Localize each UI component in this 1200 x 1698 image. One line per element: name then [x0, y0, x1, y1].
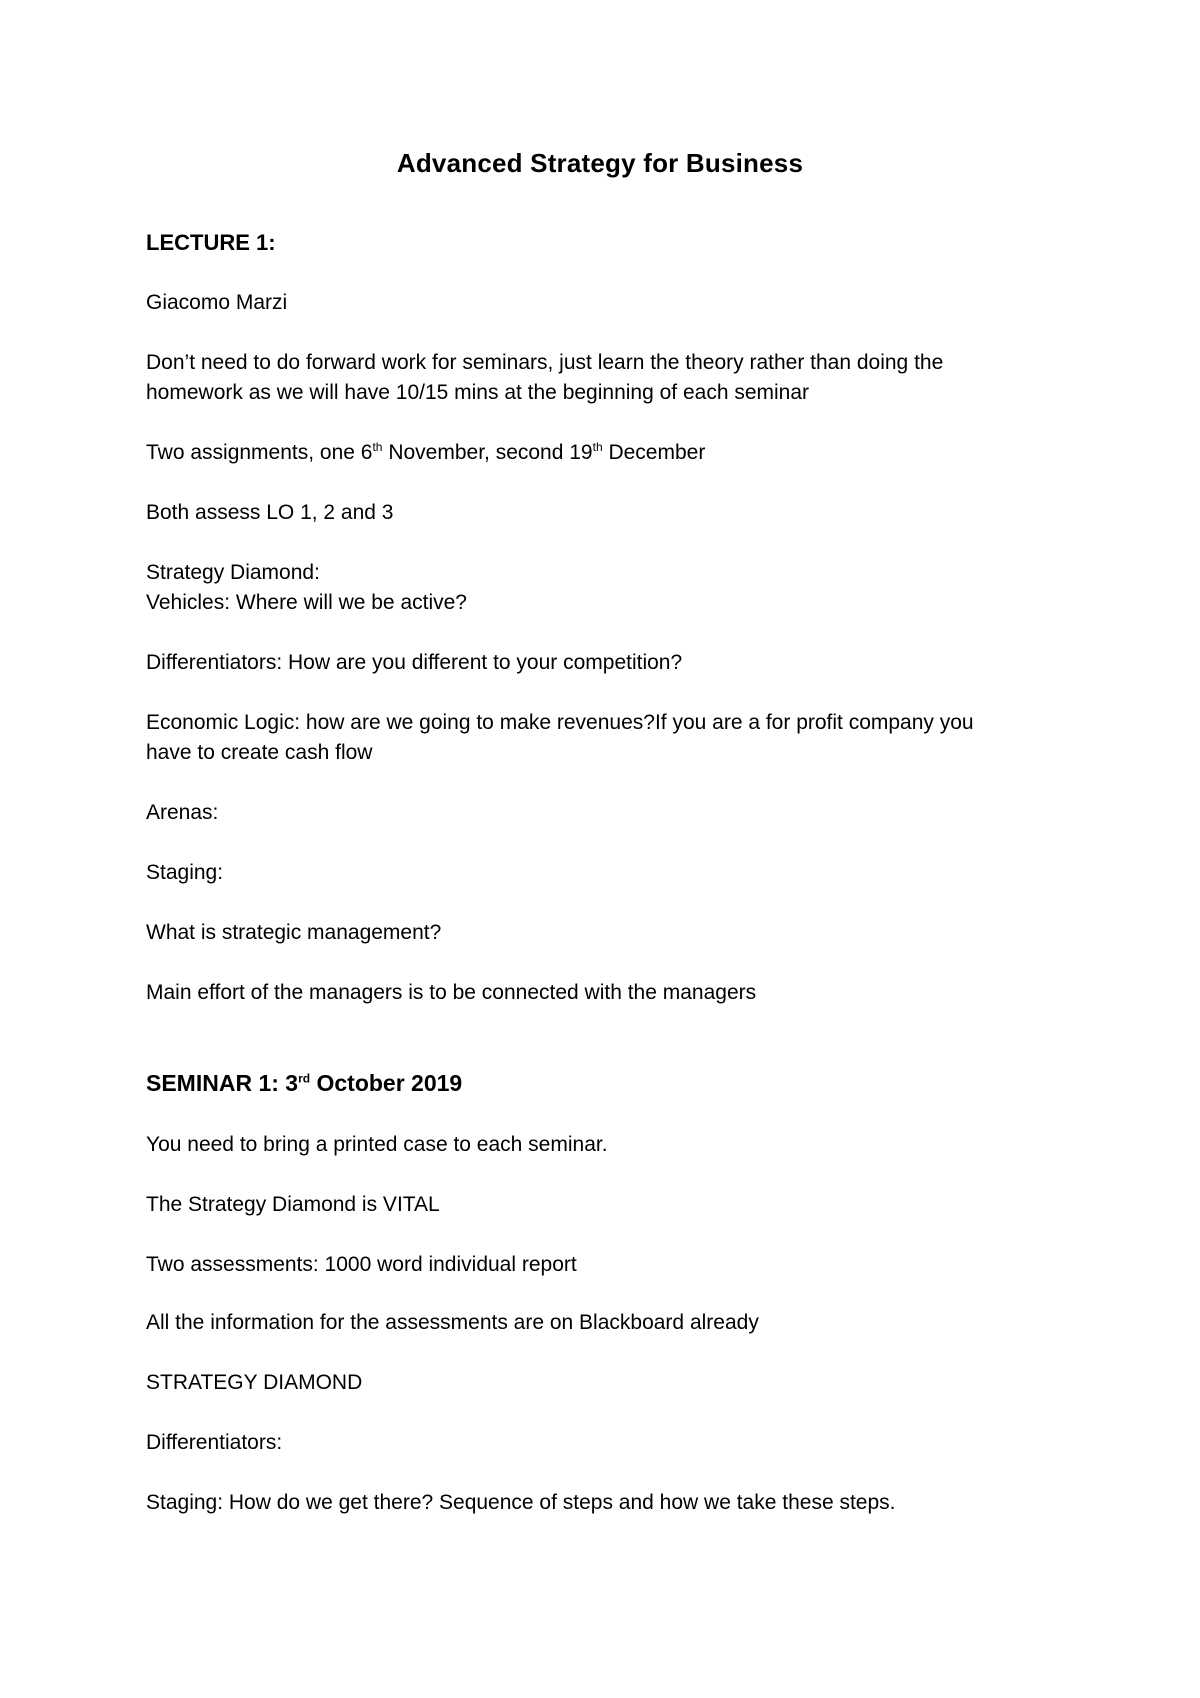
economic-logic-line-2: have to create cash flow [146, 741, 373, 764]
staging-line: Staging: [146, 861, 224, 884]
assignments-text-b: November, second 19 [382, 441, 593, 464]
seminar-differentiators-line: Differentiators: [146, 1431, 283, 1454]
assignments-sup-1: th [372, 440, 383, 454]
assignments-sup-2: th [592, 440, 603, 454]
lecture-note-line-2: homework as we will have 10/15 mins at the beginning of each seminar [146, 381, 810, 404]
seminar-heading-sup: rd [298, 1071, 311, 1086]
vehicles-line: Vehicles: Where will we be active? [146, 591, 467, 614]
strategy-vital-line: The Strategy Diamond is VITAL [146, 1193, 440, 1216]
lecturer-name: Giacomo Marzi [146, 291, 288, 314]
assessments-line: Two assessments: 1000 word individual report [146, 1253, 577, 1276]
managers-effort-line: Main effort of the managers is to be connected with the managers [146, 981, 757, 1004]
assignments-text-a: Two assignments, one 6 [146, 441, 373, 464]
strategy-diamond-caps: STRATEGY DIAMOND [146, 1371, 363, 1394]
assignments-text-c: December [602, 441, 706, 464]
lecture-note-line-1: Don’t need to do forward work for seminars, just learn the theory rather than doing the [146, 351, 944, 374]
differentiators-line: Differentiators: How are you different to your competition? [146, 651, 683, 674]
assess-line: Both assess LO 1, 2 and 3 [146, 501, 394, 524]
seminar-heading [146, 1068, 462, 1098]
arenas-line: Arenas: [146, 801, 219, 824]
assignments-line [146, 438, 705, 468]
strategy-diamond-label: Strategy Diamond: [146, 561, 320, 584]
seminar-staging-line: Staging: How do we get there? Sequence of steps and how we take these steps. [146, 1491, 896, 1514]
seminar-heading-text-b: October 2019 [310, 1070, 463, 1096]
strategic-management-question: What is strategic management? [146, 921, 442, 944]
lecture-heading: LECTURE 1: [146, 230, 276, 255]
seminar-heading-text-a: SEMINAR 1: 3 [146, 1070, 299, 1096]
document-title: Advanced Strategy for Business [396, 148, 804, 178]
printed-case-line: You need to bring a printed case to each seminar. [146, 1133, 608, 1156]
blackboard-info-line: All the information for the assessments are on Blackboard already [146, 1311, 759, 1334]
economic-logic-line-1: Economic Logic: how are we going to make revenues?If you are a for profit company you [146, 711, 974, 734]
